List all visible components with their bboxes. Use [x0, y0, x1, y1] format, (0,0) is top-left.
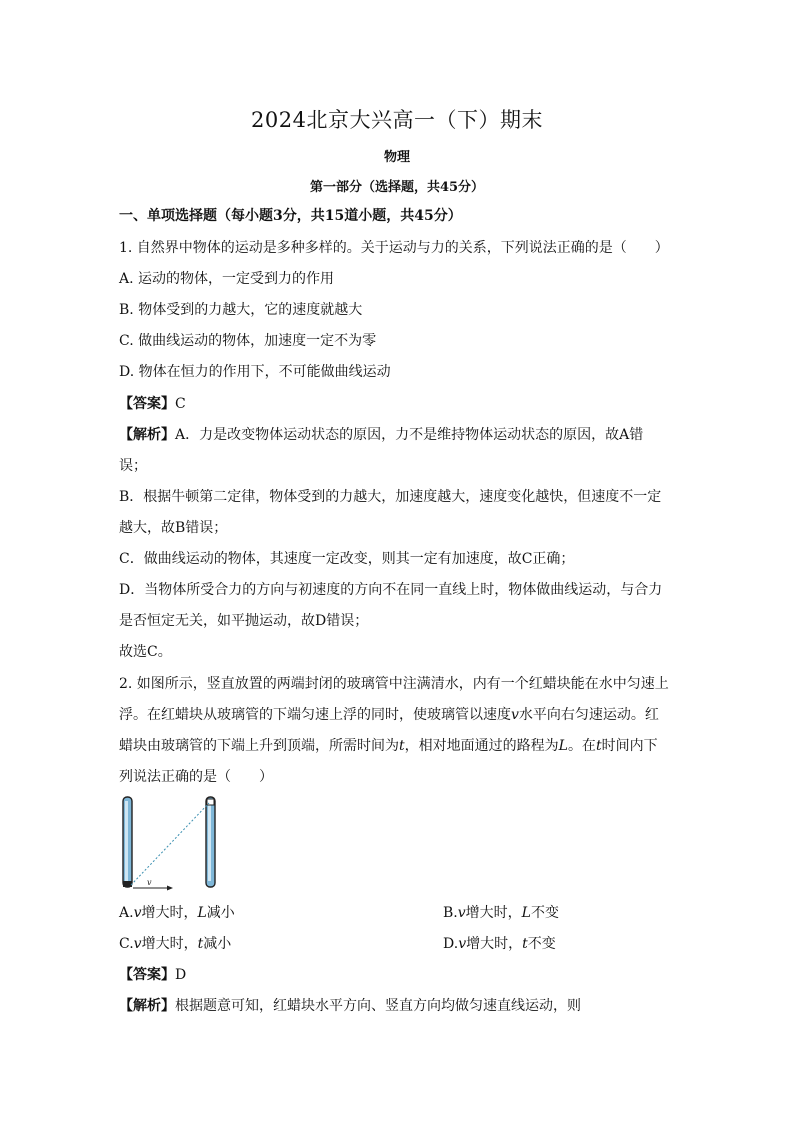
left-tube-highlight [125, 801, 128, 881]
q2-stem-line-3 [119, 736, 658, 756]
section-heading: 一、单项选择题（每小题3分，共15道小题，共45分） [119, 208, 462, 224]
q2-option-b-mid: 增大时， [465, 905, 522, 921]
q1-analysis-line-3: B．根据牛顿第二定律，物体受到的力越大，加速度越大，速度变化越快，但速度不一定 [119, 489, 662, 505]
q2-option-a-var2: L [197, 905, 207, 921]
q1-analysis-line-1 [119, 425, 643, 445]
q2-stem-3b: ，相对地面通过的路程为 [404, 738, 559, 754]
q2-option-c-mid: 增大时， [141, 936, 198, 952]
q2-var-t-2: t [595, 738, 602, 754]
page-title: 2024北京大兴高一（下）期末 [251, 108, 543, 132]
q2-option-a-prefix: A. [119, 905, 134, 921]
q1-analysis-line-2: 误； [119, 458, 147, 474]
q2-option-b [443, 903, 559, 923]
q1-option-c: C. 做曲线运动的物体，加速度一定不为零 [119, 333, 377, 349]
q1-analysis-tag: 【解析】 [119, 427, 175, 443]
q2-option-d-end: 不变 [527, 936, 556, 952]
q2-figure [119, 795, 229, 895]
q2-option-d-var: v [458, 936, 467, 952]
q2-option-c [119, 934, 231, 954]
q2-var-L: L [558, 738, 568, 754]
q1-stem: 1. 自然界中物体的运动是多种多样的。关于运动与力的关系，下列说法正确的是（ ） [119, 240, 669, 256]
q1-option-a: A. 运动的物体，一定受到力的作用 [119, 271, 335, 287]
q2-option-b-prefix: B. [443, 905, 458, 921]
q2-var-t: t [399, 738, 405, 754]
q2-answer-tag: 【答案】 [119, 967, 175, 983]
q1-option-d: D. 物体在恒力的作用下，不可能做曲线运动 [119, 364, 391, 380]
q2-option-b-end: 不变 [530, 905, 559, 921]
q2-option-a-var: v [133, 905, 142, 921]
q2-option-c-end: 减小 [203, 936, 232, 952]
q2-option-b-var2: L [521, 905, 531, 921]
part-heading: 第一部分（选择题，共45分） [309, 180, 485, 195]
q2-stem-line-2 [119, 705, 659, 725]
q1-option-b: B. 物体受到的力越大，它的速度就越大 [119, 302, 363, 318]
q2-answer [119, 965, 186, 985]
q2-analysis [119, 996, 581, 1016]
q2-option-a-mid: 增大时， [141, 905, 198, 921]
q2-answer-value: D [175, 967, 187, 983]
q1-answer [119, 394, 186, 414]
q1-analysis-line-7: 是否恒定无关，如平抛运动，故D错误； [119, 613, 369, 629]
q2-analysis-text: 根据题意可知，红蜡块水平方向、竖直方向均做匀速直线运动，则 [175, 998, 581, 1014]
q1-analysis-line-8: 故选C。 [119, 644, 172, 660]
q2-var-v: v [511, 707, 519, 723]
q2-option-b-var: v [457, 905, 466, 921]
q2-stem-2a: 浮。在红蜡块从玻璃管的下端匀速上浮的同时，使玻璃管以速度 [119, 707, 511, 723]
q2-option-c-var2: t [197, 936, 204, 952]
q1-answer-value: C [175, 396, 186, 412]
q2-option-d-prefix: D. [443, 936, 459, 952]
left-wax-block [123, 881, 132, 887]
q1-analysis-text-1: A．力是改变物体运动状态的原因，力不是维持物体运动状态的原因，故A错 [175, 427, 644, 443]
q1-analysis-line-6: D．当物体所受合力的方向与初速度的方向不在同一直线上时，物体做曲线运动，与合力 [119, 582, 663, 598]
q2-stem-3d: 时间内下 [601, 738, 658, 754]
wax-path-dashed-line [131, 803, 209, 885]
velocity-label: v [147, 878, 152, 887]
q2-option-d [443, 934, 556, 954]
q2-option-a [119, 903, 235, 923]
q2-stem-line-4: 列说法正确的是（ ） [119, 769, 273, 785]
q2-option-d-var2: t [522, 936, 528, 952]
q1-answer-tag: 【答案】 [119, 396, 175, 412]
q1-analysis-line-4: 越大，故B错误； [119, 520, 228, 536]
q2-option-a-end: 减小 [206, 905, 235, 921]
right-wax-block [207, 799, 214, 805]
subject-heading: 物理 [383, 150, 410, 165]
q2-stem-3a: 蜡块由玻璃管的下端上升到顶端，所需时间为 [119, 738, 399, 754]
q2-stem-line-1: 2. 如图所示，竖直放置的两端封闭的玻璃管中注满清水，内有一个红蜡块能在水中匀速上 [119, 676, 669, 692]
q2-stem-2b: 水平向右匀速运动。红 [518, 707, 659, 723]
q2-stem-3c: 。在 [567, 738, 596, 754]
velocity-arrow-head [167, 886, 173, 891]
q1-analysis-line-5: C．做曲线运动的物体，其速度一定改变，则其一定有加速度，故C正确； [119, 551, 575, 567]
q2-analysis-tag: 【解析】 [119, 998, 175, 1014]
q2-option-d-mid: 增大时， [466, 936, 523, 952]
q2-option-c-prefix: C. [119, 936, 134, 952]
q2-option-c-var: v [133, 936, 142, 952]
right-tube-highlight [208, 805, 211, 881]
